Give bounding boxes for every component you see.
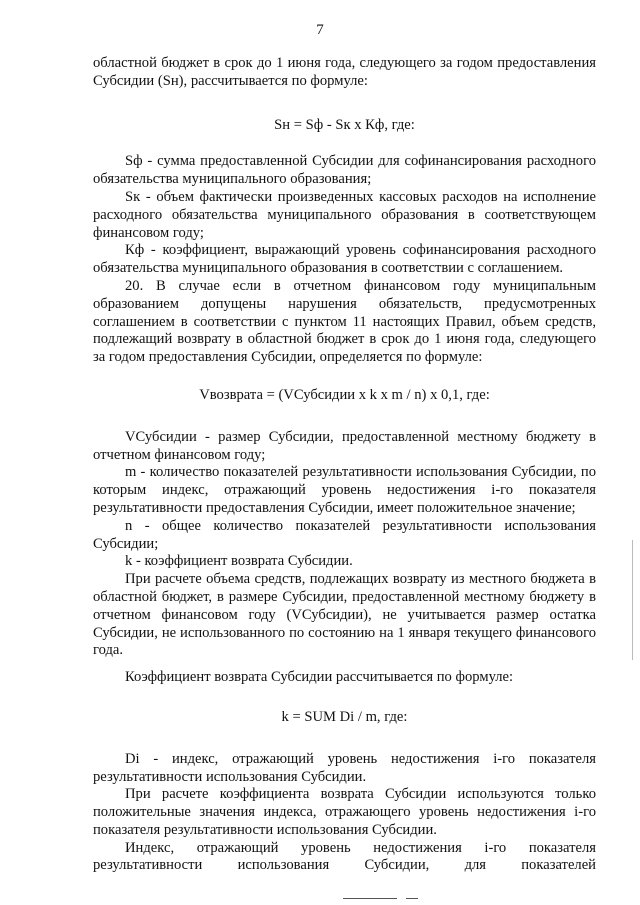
- definition-di: Di - индекс, отражающий уровень недостижения i-го показателя результативности использования Субсидии.: [93, 750, 596, 785]
- formula-v-return: Vвозврата = (VСубсидии x k x m / n) x 0,1, где:: [199, 386, 490, 403]
- definition-sk: Sк - объем фактически произведенных кассовых расходов на исполнение расходного обязательства муниципального образования в соответствующем финансовом году;: [93, 188, 596, 241]
- paragraph-index-continued: Индекс, отражающий уровень недостижения i-го показателя результативности использования Субсидии, для показателей: [93, 839, 596, 874]
- footer-rule-short: [406, 898, 418, 899]
- page-number: 7: [316, 22, 324, 38]
- scan-edge-mark: [632, 540, 633, 660]
- paragraph-continuation: областной бюджет в срок до 1 июня года, следующего за годом предоставления Субсидии (Sн), рассчитывается по формуле:: [93, 55, 596, 89]
- formula-k: k = SUM Di / m, где:: [281, 708, 408, 725]
- definition-v-subsidy: VСубсидии - размер Субсидии, предоставленной местному бюджету в отчетном финансовом году;: [93, 428, 596, 463]
- document-body: [93, 55, 596, 875]
- clause-20: 20. В случае если в отчетном финансовом году муниципальным образованием допущены нарушения обязательств, предусмотренных соглашением в соответствии с пунктом 11 настоящих Правил, объем средств, подлежащий возврату в областной бюджет в срок до 1 июня года, следующего за годом предоставления Субсидии, определяется по формуле:: [93, 277, 596, 366]
- definition-m: m - количество показателей результативности использования Субсидии, по которым индекс, отражающий уровень недостижения i-го показателя результативности предоставления Субсидии, имеет положительное значение;: [93, 464, 596, 516]
- paragraph-calculation-note: При расчете объема средств, подлежащих возврату из местного бюджета в областной бюджет, в размере Субсидии, предоставленной местному бюджету в отчетном финансовом году (VСубсидии), не учитывается размер остатка Субсидии, не использованного по состоянию на 1 января текущего финансового года.: [93, 571, 596, 659]
- definition-sf: Sф - сумма предоставленной Субсидии для софинансирования расходного обязательства муниципального образования;: [93, 153, 596, 188]
- formula-sn: Sн = Sф - Sк x Кф, где:: [274, 116, 415, 133]
- definition-kf: Кф - коэффициент, выражающий уровень софинансирования расходного обязательства муниципального образования в соответствии с соглашением.: [93, 242, 596, 277]
- paragraph-positive-values: При расчете коэффициента возврата Субсидии используются только положительные значения индекса, отражающего уровень недостижения i-го показателя результативности использования Субсидии.: [93, 786, 596, 838]
- footer-rule: [343, 898, 397, 899]
- paragraph-coefficient-intro: Коэффициент возврата Субсидии рассчитывается по формуле:: [125, 669, 514, 686]
- definition-k: k - коэффициент возврата Субсидии.: [125, 553, 353, 570]
- definition-n: n - общее количество показателей результативности использования Субсидии;: [93, 517, 596, 552]
